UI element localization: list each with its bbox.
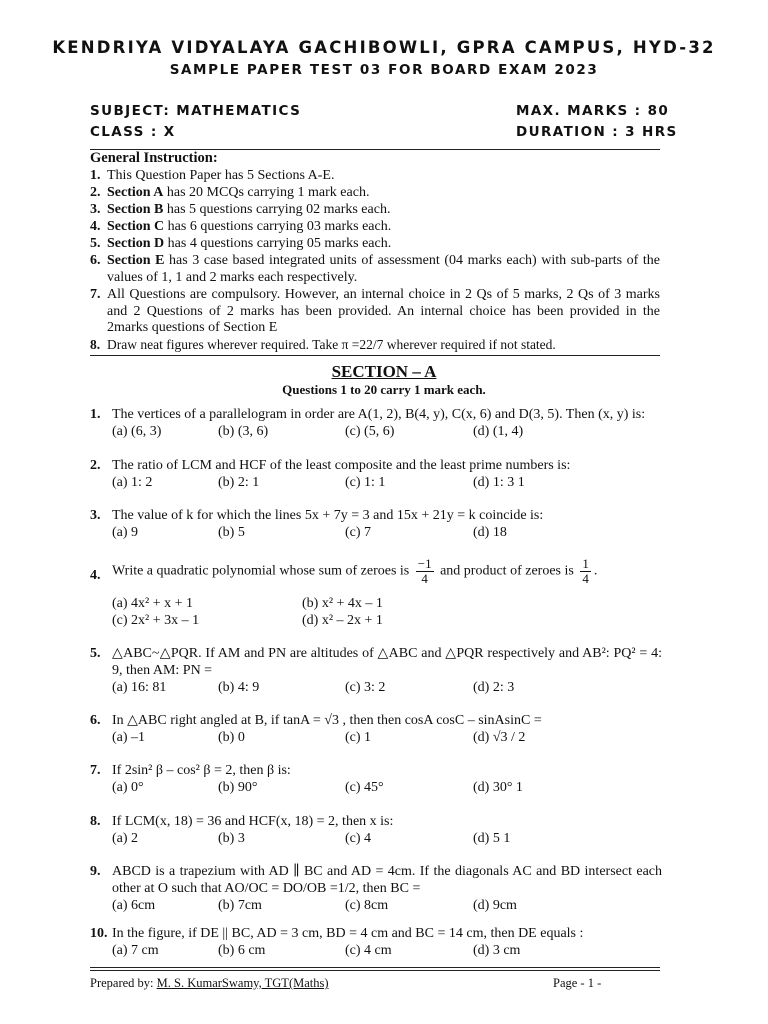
instruction-bold: Section A bbox=[107, 185, 164, 200]
options bbox=[112, 612, 662, 629]
question-text: In △ABC right angled at B, if tanA = √3 , then then cosA cosC – sinAsinC = bbox=[112, 713, 542, 728]
option-a: (a) 0° bbox=[112, 780, 144, 795]
option-d: (d) x² – 2x + 1 bbox=[302, 613, 383, 628]
instruction-item bbox=[90, 185, 660, 202]
instruction-number: 2. bbox=[90, 185, 101, 200]
instruction-bold: Section E bbox=[107, 253, 165, 268]
fraction-denominator: 4 bbox=[582, 571, 589, 586]
option-a: (a) 6cm bbox=[112, 898, 156, 913]
instruction-number: 1. bbox=[90, 168, 101, 183]
question-text: The vertices of a parallelogram in order are A(1, 2), B(4, y), C(x, 6) and D(3, 5). Then (x, y) is: bbox=[112, 407, 646, 422]
question bbox=[90, 645, 662, 696]
options bbox=[112, 942, 662, 959]
option-a: (a) 2 bbox=[112, 831, 139, 846]
option-b: (b) 90° bbox=[218, 780, 258, 795]
question bbox=[90, 925, 662, 959]
option-d: (d) 2: 3 bbox=[473, 680, 515, 695]
instruction-bold: Section B bbox=[107, 202, 164, 217]
options bbox=[112, 729, 662, 746]
question-text-part: and product of zeroes is bbox=[440, 563, 574, 579]
option-d: (d) 18 bbox=[473, 525, 507, 540]
question-text: △ABC~△PQR. If AM and PN are altitudes of △ABC and △PQR respectively and AB²: PQ² = 4: 9, then AM: PN = bbox=[112, 646, 662, 678]
instruction-item bbox=[90, 287, 660, 337]
option-c: (c) 2x² + 3x – 1 bbox=[112, 613, 200, 628]
option-c: (c) 3: 2 bbox=[345, 680, 386, 695]
question-number: 8. bbox=[90, 814, 101, 829]
question bbox=[90, 457, 662, 491]
option-a: (a) 1: 2 bbox=[112, 475, 153, 490]
question-text-part: . bbox=[593, 563, 598, 579]
author-name: M. S. KumarSwamy, TGT(Maths) bbox=[156, 976, 329, 990]
question-number: 9. bbox=[90, 864, 101, 879]
option-c: (c) 1: 1 bbox=[345, 475, 386, 490]
option-c: (c) 45° bbox=[345, 780, 384, 795]
instruction-number: 8. bbox=[90, 337, 101, 352]
option-d: (d) (1, 4) bbox=[473, 424, 524, 439]
section-title: SECTION – A bbox=[331, 362, 437, 381]
fraction-numerator: −1 bbox=[417, 556, 432, 571]
option-a: (a) 16: 81 bbox=[112, 680, 167, 695]
question-number: 7. bbox=[90, 763, 101, 778]
instruction-item bbox=[90, 337, 660, 354]
fraction-denominator: 4 bbox=[421, 571, 428, 586]
option-b: (b) 7cm bbox=[218, 898, 262, 913]
question bbox=[90, 712, 662, 746]
options bbox=[112, 474, 662, 491]
prepared-label: Prepared by: bbox=[90, 976, 157, 990]
option-a: (a) 9 bbox=[112, 525, 139, 540]
option-b: (b) 6 cm bbox=[218, 943, 266, 958]
instruction-item bbox=[90, 253, 660, 286]
instruction-text: has 5 questions carrying 02 marks each. bbox=[163, 202, 391, 217]
question bbox=[90, 406, 662, 440]
question-text: The ratio of LCM and HCF of the least composite and the least prime numbers is: bbox=[112, 458, 571, 473]
question bbox=[90, 557, 662, 629]
instruction-text: This Question Paper has 5 Sections A-E. bbox=[107, 168, 335, 183]
option-d: (d) 30° 1 bbox=[473, 780, 523, 795]
class-label: CLASS : X bbox=[90, 124, 176, 140]
instruction-text: has 3 case based integrated units of assessment (04 marks each) with sub-parts of the values of 1, 1 and 2 marks each respectively. bbox=[107, 253, 660, 285]
options bbox=[112, 779, 662, 796]
question-text: The value of k for which the lines 5x + 7y = 3 and 15x + 21y = k coincide is: bbox=[112, 508, 544, 523]
question-text: In the figure, if DE || BC, AD = 3 cm, BD = 4 cm and BC = 14 cm, then DE equals : bbox=[112, 926, 584, 941]
question bbox=[90, 507, 662, 541]
section-subtitle: Questions 1 to 20 carry 1 mark each. bbox=[282, 382, 486, 397]
fraction bbox=[580, 557, 591, 586]
option-c: (c) 1 bbox=[345, 730, 372, 745]
instruction-text: All Questions are compulsory. However, an internal choice in 2 Qs of 5 marks, 2 Qs of 3 marks and 2 Questions of 2 marks has been provided. An internal choice has been provided in the 2marks questions of Section E bbox=[107, 287, 660, 335]
instruction-number: 7. bbox=[90, 287, 101, 302]
fraction bbox=[416, 557, 434, 586]
option-b: (b) 2: 1 bbox=[218, 475, 260, 490]
option-c: (c) 4 cm bbox=[345, 943, 392, 958]
option-a: (a) 4x² + x + 1 bbox=[112, 596, 194, 611]
question-text: If LCM(x, 18) = 36 and HCF(x, 18) = 2, then x is: bbox=[112, 814, 394, 829]
question-number: 6. bbox=[90, 713, 101, 728]
question bbox=[90, 863, 662, 914]
question-number: 2. bbox=[90, 458, 101, 473]
option-a: (a) (6, 3) bbox=[112, 424, 162, 439]
option-c: (c) 8cm bbox=[345, 898, 389, 913]
option-d: (d) 9cm bbox=[473, 898, 517, 913]
option-a: (a) –1 bbox=[112, 730, 146, 745]
question-text: If 2sin² β – cos² β = 2, then β is: bbox=[112, 763, 291, 778]
footer-divider bbox=[90, 970, 660, 971]
option-d: (d) 5 1 bbox=[473, 831, 511, 846]
paper-title: SAMPLE PAPER TEST 03 FOR BOARD EXAM 2023 bbox=[169, 62, 599, 78]
option-b: (b) 4: 9 bbox=[218, 680, 260, 695]
option-c: (c) 4 bbox=[345, 831, 372, 846]
options bbox=[112, 423, 662, 440]
instruction-number: 6. bbox=[90, 253, 101, 268]
instruction-bold: Section C bbox=[107, 219, 165, 234]
instruction-item bbox=[90, 202, 660, 219]
question-number: 5. bbox=[90, 646, 101, 661]
instruction-text: has 4 questions carrying 05 marks each. bbox=[164, 236, 392, 251]
option-c: (c) (5, 6) bbox=[345, 424, 395, 439]
instruction-bold: Section D bbox=[107, 236, 165, 251]
instruction-text: has 20 MCQs carrying 1 mark each. bbox=[163, 185, 370, 200]
option-d: (d) 1: 3 1 bbox=[473, 475, 525, 490]
options bbox=[112, 830, 662, 847]
option-d: (d) √3 / 2 bbox=[473, 730, 526, 745]
instruction-number: 4. bbox=[90, 219, 101, 234]
instructions-divider bbox=[90, 355, 660, 356]
option-c: (c) 7 bbox=[345, 525, 372, 540]
question-text-part: Write a quadratic polynomial whose sum of zeroes is bbox=[112, 563, 410, 579]
options bbox=[112, 897, 662, 914]
question bbox=[90, 813, 662, 847]
options bbox=[112, 524, 662, 541]
option-b: (b) x² + 4x – 1 bbox=[302, 596, 383, 611]
question-number: 10. bbox=[90, 926, 108, 941]
question-number: 4. bbox=[90, 568, 101, 583]
instruction-item bbox=[90, 168, 660, 185]
question-text: ABCD is a trapezium with AD ∥ BC and AD = 4cm. If the diagonals AC and BD intersect each other at O such that AO/OC = DO/OB =1/2, then BC = bbox=[112, 864, 662, 896]
instruction-text: Draw neat figures wherever required. Take π =22/7 wherever required if not stated. bbox=[107, 337, 556, 352]
option-b: (b) (3, 6) bbox=[218, 424, 269, 439]
option-b: (b) 5 bbox=[218, 525, 245, 540]
instructions-title: General Instruction: bbox=[90, 150, 218, 166]
school-title: KENDRIYA VIDYALAYA GACHIBOWLI, GPRA CAMPUS, HYD-32 bbox=[52, 38, 716, 57]
footer-divider bbox=[90, 967, 660, 968]
instruction-number: 3. bbox=[90, 202, 101, 217]
fraction-numerator: 1 bbox=[582, 556, 589, 571]
instruction-text: has 6 questions carrying 03 marks each. bbox=[164, 219, 392, 234]
question-number: 1. bbox=[90, 407, 101, 422]
question-text bbox=[112, 557, 662, 593]
question-number: 3. bbox=[90, 508, 101, 523]
option-d: (d) 3 cm bbox=[473, 943, 521, 958]
question bbox=[90, 762, 662, 796]
instruction-number: 5. bbox=[90, 236, 101, 251]
subject-label: SUBJECT: MATHEMATICS bbox=[90, 103, 302, 119]
options bbox=[112, 679, 662, 696]
option-b: (b) 3 bbox=[218, 831, 245, 846]
option-b: (b) 0 bbox=[218, 730, 245, 745]
max-marks-label: MAX. MARKS : 80 bbox=[516, 103, 670, 119]
options bbox=[112, 595, 662, 612]
instruction-item bbox=[90, 236, 660, 253]
page-number: Page - 1 - bbox=[553, 976, 602, 990]
duration-label: DURATION : 3 HRS bbox=[516, 124, 678, 140]
option-a: (a) 7 cm bbox=[112, 943, 159, 958]
instruction-item bbox=[90, 219, 660, 236]
footer-prepared-by bbox=[90, 976, 329, 991]
